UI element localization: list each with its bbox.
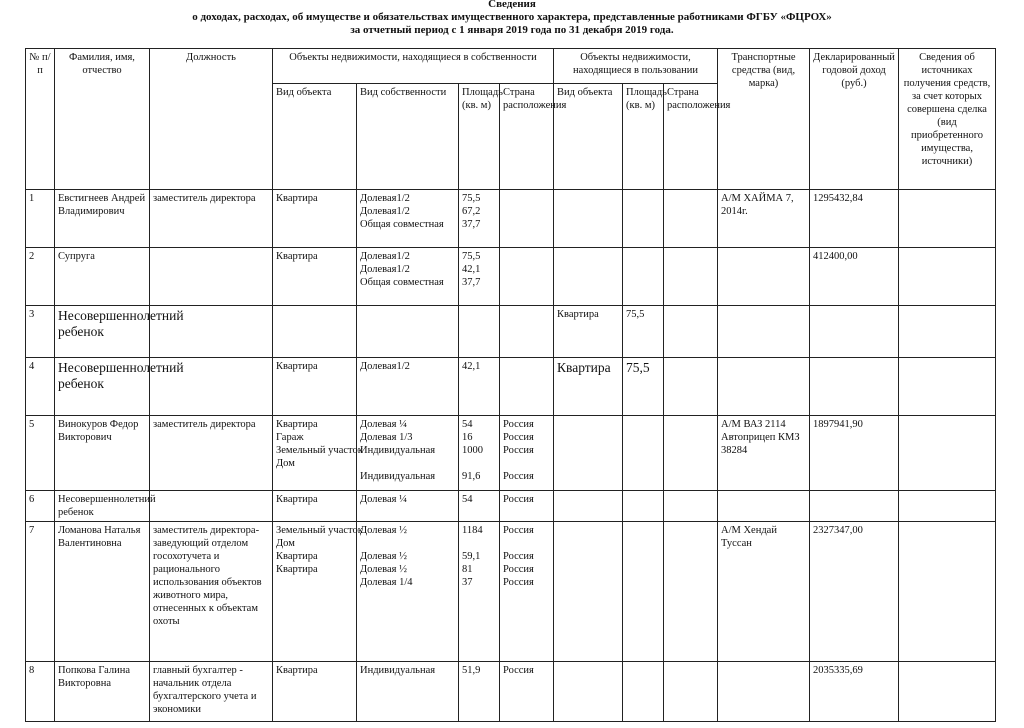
col-header-owned-type: Вид объекта [273,84,357,190]
cell-num: 8 [26,662,55,722]
cell-sources [899,416,996,491]
cell-owned-country [500,248,554,306]
cell-line: Долевая ¼ [360,494,407,505]
cell-income [810,306,899,358]
cell-line: Россия [503,564,534,575]
cell-line: Квартира [276,361,318,372]
col-header-used-area: Площадь (кв. м) [623,84,664,190]
cell-income: 2035335,69 [810,662,899,722]
cell-used-area [623,190,664,248]
cell-used-country [664,416,718,491]
cell-num: 7 [26,522,55,662]
cell-line: Долевая1/2 [360,264,410,275]
cell-line: Общая совместная [360,219,444,230]
cell-line: Дом [276,538,295,549]
cell-line: Россия [503,419,534,430]
cell-sources [899,248,996,306]
table-row [26,416,996,491]
document-header [0,0,1024,44]
cell-line: Россия [503,525,534,536]
cell-owned-ownership [357,248,459,306]
cell-sources [899,358,996,416]
cell-used-country [664,358,718,416]
cell-used-area [623,522,664,662]
cell-line: Общая совместная [360,277,444,288]
cell-line: Квартира [276,251,318,262]
cell-owned-type [273,522,363,662]
cell-used-country [664,662,718,722]
cell-num: 4 [26,358,55,416]
cell-transport [718,306,810,358]
header-period: за отчетный период с 1 января 2019 года по 31 декабря 2019 года. [350,24,674,36]
cell-owned-ownership [357,491,459,522]
cell-line: Россия [503,432,534,443]
cell-used-country [664,522,718,662]
table-row [26,358,996,416]
cell-line: 37 [462,577,473,588]
cell-owned-area [459,248,500,306]
cell-name: Несовершеннолетний ребенок [55,358,150,416]
cell-name: Несовершеннолетний ребенок [55,306,150,358]
cell-owned-type [273,358,357,416]
cell-owned-type [273,416,363,491]
cell-owned-area [459,306,500,358]
cell-num: 3 [26,306,55,358]
cell-line [503,537,550,550]
cell-line: Долевая ½ [360,551,407,562]
col-header-sources: Сведения об источниках получения средств, за счет которых совершена сделка (вид приобретенного имущества, источники) [899,49,996,190]
cell-used-country [664,491,718,522]
cell-line: Квартира [276,419,318,430]
cell-used-area [623,416,664,491]
cell-line: Долевая 1/4 [360,577,413,588]
table-row [26,491,996,522]
cell-position [150,491,273,522]
cell-used-type [554,248,623,306]
cell-sources [899,190,996,248]
table-row [26,248,996,306]
cell-line: 54 [462,419,473,430]
cell-owned-area [459,416,500,491]
cell-owned-ownership [357,306,459,358]
cell-owned-type [273,306,357,358]
cell-position: главный бухгалтер - начальник отдела бухгалтерского учета и экономики [150,662,273,722]
cell-income: 1897941,90 [810,416,899,491]
cell-line [360,457,455,470]
cell-line [462,457,496,470]
cell-owned-area [459,491,500,522]
cell-income: 1295432,84 [810,190,899,248]
cell-num: 5 [26,416,55,491]
table-row [26,522,996,662]
cell-income: 2327347,00 [810,522,899,662]
cell-line [360,537,455,550]
cell-name: Ломанова Наталья Валентиновна [55,522,150,662]
cell-line: 81 [462,564,473,575]
cell-owned-ownership [357,358,459,416]
cell-line: 91,6 [462,471,481,482]
cell-owned-country [500,522,554,662]
cell-line: Россия [503,445,534,456]
cell-owned-type [273,662,357,722]
cell-name: Попкова Галина Викторовна [55,662,150,722]
cell-line: 42,1 [462,264,481,275]
cell-transport: А/М ХАЙМА 7, 2014г. [718,190,810,248]
table-row [26,190,996,248]
cell-used-type: Квартира [554,358,623,416]
cell-used-area [623,491,664,522]
cell-line: Россия [503,665,534,676]
cell-owned-country [500,662,554,722]
cell-owned-type [273,248,357,306]
col-header-income: Декларированный годовой доход (руб.) [810,49,899,190]
cell-owned-area [459,358,500,416]
cell-line: Россия [503,471,534,482]
cell-income: 412400,00 [810,248,899,306]
cell-line: 1000 [462,445,483,456]
cell-line: Россия [503,551,534,562]
cell-line: 75,5 [462,251,481,262]
cell-line: Россия [503,494,534,505]
col-header-owned-group: Объекты недвижимости, находящиеся в собственности [273,49,554,84]
cell-line: 75,5 [462,193,481,204]
cell-owned-country [500,190,554,248]
cell-line: Индивидуальная [360,445,436,456]
cell-line: Долевая ¼ [360,419,407,430]
cell-name: Несовершеннолетний ребенок [55,491,150,522]
cell-name: Винокуров Федор Викторович [55,416,150,491]
cell-sources [899,522,996,662]
col-header-transport: Транспортные средства (вид, марка) [718,49,810,190]
cell-line: Долевая ½ [360,525,407,536]
cell-line: 59,1 [462,551,481,562]
cell-line: 16 [462,432,473,443]
table-row [26,306,996,358]
declarations-table [25,48,996,722]
cell-used-type [554,416,623,491]
cell-sources [899,306,996,358]
cell-line: Квартира [276,193,318,204]
cell-line: Гараж [276,432,304,443]
cell-line: Долевая1/2 [360,193,410,204]
cell-line: 37,7 [462,277,481,288]
cell-owned-type [273,190,357,248]
col-header-used-type: Вид объекта [554,84,623,190]
cell-line: Земельный участок [276,525,363,536]
cell-owned-country [500,491,554,522]
cell-used-type [554,491,623,522]
cell-owned-country [500,306,554,358]
col-header-owned-country: Страна расположения [500,84,554,190]
cell-line: Долевая1/2 [360,251,410,262]
cell-used-area [623,248,664,306]
cell-line: Земельный участок [276,445,363,456]
cell-num: 6 [26,491,55,522]
col-header-position: Должность [150,49,273,190]
cell-owned-ownership [357,662,459,722]
col-header-num: № п/п [26,49,55,190]
cell-owned-area [459,662,500,722]
cell-line: 1184 [462,525,483,536]
cell-sources [899,662,996,722]
cell-sources [899,491,996,522]
cell-used-area: 75,5 [623,306,664,358]
cell-line: 42,1 [462,361,481,372]
cell-used-country [664,190,718,248]
cell-line: 54 [462,494,473,505]
cell-used-area [623,662,664,722]
cell-line: Дом [276,458,295,469]
cell-line: Квартира [276,551,318,562]
cell-line: 37,7 [462,219,481,230]
cell-line: Индивидуальная [360,471,436,482]
cell-used-type: Квартира [554,306,623,358]
cell-owned-country [500,416,554,491]
cell-line: 67,2 [462,206,481,217]
cell-owned-ownership [357,416,459,491]
cell-line: 51,9 [462,665,481,676]
cell-transport [718,662,810,722]
cell-income [810,491,899,522]
cell-line: Квартира [276,665,318,676]
col-header-owned-area: Площадь (кв. м) [459,84,500,190]
cell-owned-ownership [357,522,459,662]
cell-transport: А/М ВАЗ 2114 Автоприцеп КМЗ 38284 [718,416,810,491]
cell-owned-area [459,522,500,662]
cell-name: Евстигнеев Андрей Владимирович [55,190,150,248]
cell-used-type [554,522,623,662]
cell-owned-type [273,491,357,522]
cell-num: 1 [26,190,55,248]
cell-owned-ownership [357,190,459,248]
cell-line: Индивидуальная [360,665,436,676]
cell-transport [718,248,810,306]
cell-position: заместитель директора-заведующий отделом госохотучета и рационального использования объектов животного мира, отнесенных к объектам охоты [150,522,273,662]
cell-transport [718,491,810,522]
cell-used-country [664,306,718,358]
cell-transport [718,358,810,416]
cell-position: заместитель директора [150,190,273,248]
cell-line: Долевая1/2 [360,206,410,217]
table-header-row [26,49,996,84]
cell-income [810,358,899,416]
cell-line: Россия [503,577,534,588]
cell-owned-area [459,190,500,248]
cell-used-type [554,190,623,248]
header-title: Сведения [488,0,536,10]
col-header-used-group: Объекты недвижимости, находящиеся в пользовании [554,49,718,84]
col-header-owned-ownership: Вид собственности [357,84,459,190]
cell-position: заместитель директора [150,416,273,491]
cell-line: Долевая ½ [360,564,407,575]
cell-transport: А/М Хендай Туссан [718,522,810,662]
cell-name: Супруга [55,248,150,306]
cell-used-country [664,248,718,306]
cell-line [503,457,550,470]
cell-used-type [554,662,623,722]
cell-owned-country [500,358,554,416]
cell-line: Долевая 1/3 [360,432,413,443]
cell-line: Квартира [276,494,318,505]
col-header-name: Фамилия, имя, отчество [55,49,150,190]
col-header-used-country: Страна расположения [664,84,718,190]
cell-used-area: 75,5 [623,358,664,416]
cell-line [462,537,496,550]
cell-num: 2 [26,248,55,306]
cell-position [150,248,273,306]
table-row [26,662,996,722]
cell-line: Долевая1/2 [360,361,410,372]
cell-line: Квартира [276,564,318,575]
header-subtitle: о доходах, расходах, об имуществе и обязательствах имущественного характера, представленные работниками ФГБУ «ФЦРОХ» [192,11,832,23]
